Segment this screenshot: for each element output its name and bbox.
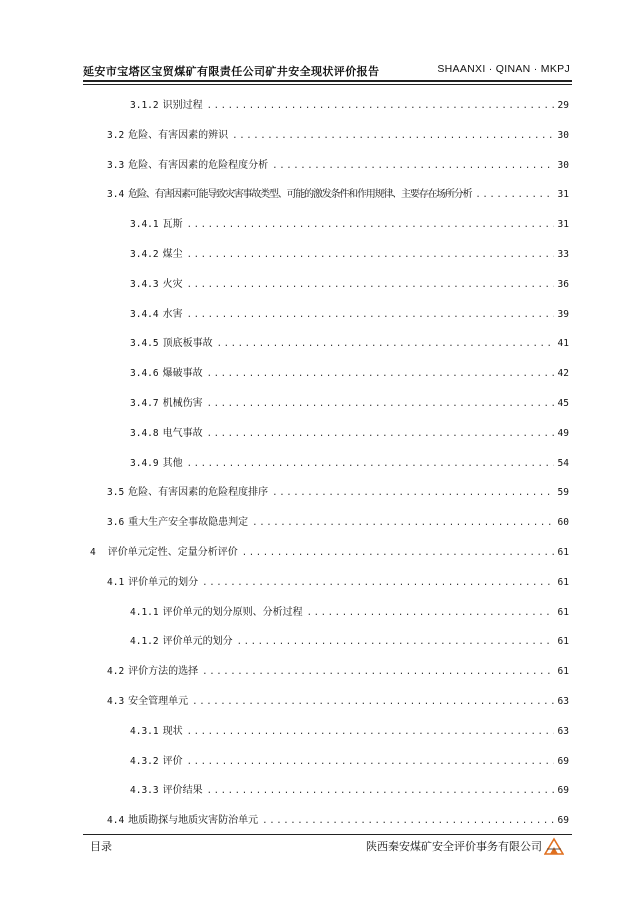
toc-entry-number: 4.3: [107, 696, 125, 707]
toc-entry-number: 4.1.2: [130, 636, 159, 647]
toc-entry-title: 爆破事故: [162, 368, 203, 379]
toc-entry-title: 电气事故: [162, 428, 203, 439]
toc-entry: [130, 755, 569, 769]
toc-dot-leader: [242, 546, 554, 560]
toc-entry: [107, 159, 569, 173]
toc-entry-number: 4.4: [107, 815, 125, 826]
toc-entry: [130, 99, 569, 113]
toc-dot-leader: [187, 457, 554, 471]
toc-dot-leader: [475, 188, 553, 202]
toc-entry-title: 火灾: [162, 279, 183, 290]
toc-entry-title: 重大生产安全事故隐患判定: [128, 517, 249, 528]
toc-entry-page: 61: [557, 577, 569, 588]
toc-entry-title: 瓦斯: [162, 219, 183, 230]
toc-entry-page: 61: [557, 547, 569, 558]
toc-entry: [90, 546, 569, 560]
toc-dot-leader: [307, 606, 554, 620]
toc-dot-leader: [192, 695, 553, 709]
toc-dot-leader: [272, 159, 553, 173]
toc-entry-title: 其他: [162, 458, 183, 469]
toc-entry-title: 危险、有害因素的危险程度排序: [128, 487, 269, 498]
toc-entry-page: 36: [557, 279, 569, 290]
toc-entry: [130, 397, 569, 411]
toc-entry-title: 顶底板事故: [162, 338, 213, 349]
toc-entry-page: 61: [557, 607, 569, 618]
toc-dot-leader: [207, 397, 554, 411]
toc-entry-page: 31: [557, 189, 569, 200]
toc-entry: [107, 814, 569, 828]
toc-entry: [130, 784, 569, 798]
toc-entry-number: 3.4.4: [130, 309, 159, 320]
report-title: 延安市宝塔区宝贸煤矿有限责任公司矿井安全现状评价报告: [83, 65, 380, 78]
company-logo-icon: [544, 837, 564, 855]
toc-entry: [107, 665, 569, 679]
toc-entry-page: 49: [557, 428, 569, 439]
toc-entry-page: 29: [557, 100, 569, 111]
toc-entry: [130, 606, 569, 620]
toc-entry-page: 61: [557, 666, 569, 677]
toc-entry-number: 3.4.9: [130, 458, 159, 469]
toc-entry-page: 63: [557, 726, 569, 737]
toc-entry-number: 4.3.3: [130, 785, 159, 796]
toc-entry-title: 危险、有害因素的辨识: [128, 130, 229, 141]
toc-entry-page: 69: [557, 815, 569, 826]
toc-entry-page: 41: [557, 338, 569, 349]
toc-entry-page: 69: [557, 785, 569, 796]
toc-entry: [130, 248, 569, 262]
toc-entry: [130, 725, 569, 739]
toc-dot-leader: [207, 784, 554, 798]
toc-entry-page: 61: [557, 636, 569, 647]
toc-dot-leader: [272, 486, 553, 500]
toc-dot-leader: [202, 665, 553, 679]
toc-entry: [130, 337, 569, 351]
toc-entry: [130, 635, 569, 649]
toc-entry-page: 30: [557, 130, 569, 141]
toc-dot-leader: [237, 635, 554, 649]
toc-dot-leader: [217, 337, 554, 351]
toc-entry-number: 3.4.6: [130, 368, 159, 379]
toc-dot-leader: [187, 725, 554, 739]
toc-entry-title: 识别过程: [162, 100, 203, 111]
toc-entry: [130, 308, 569, 322]
toc-entry-number: 3.4: [107, 189, 125, 200]
toc-entry-page: 33: [557, 249, 569, 260]
toc-entry-title: 机械伤害: [162, 398, 203, 409]
toc-entry-title: 评价单元的划分: [162, 636, 233, 647]
footer-company-name: 陕西秦安煤矿安全评价事务有限公司: [366, 840, 542, 853]
toc-entry-page: 42: [557, 368, 569, 379]
toc-entry: [130, 457, 569, 471]
toc-entry-page: 59: [557, 487, 569, 498]
toc-entry-title: 危险、有害因素的危险程度分析: [128, 160, 269, 171]
toc-entry-number: 4.3.1: [130, 726, 159, 737]
toc-entry-page: 60: [557, 517, 569, 528]
toc-entry-title: 现状: [162, 726, 183, 737]
toc-dot-leader: [187, 755, 554, 769]
toc-entry: [130, 218, 569, 232]
toc-dot-leader: [232, 129, 553, 143]
toc-entry-number: 3.1.2: [130, 100, 159, 111]
toc-entry: [107, 188, 569, 202]
toc-entry-number: 3.4.7: [130, 398, 159, 409]
toc-entry-page: 39: [557, 309, 569, 320]
toc-entry-page: 45: [557, 398, 569, 409]
toc-entry-number: 3.4.3: [130, 279, 159, 290]
toc-entry: [130, 278, 569, 292]
toc-entry: [107, 129, 569, 143]
toc-entry: [130, 427, 569, 441]
toc-entry-page: 31: [557, 219, 569, 230]
toc-entry-number: 3.3: [107, 160, 125, 171]
toc-entry-title: 评价单元的划分原则、分析过程: [162, 607, 303, 618]
toc-entry-number: 4.3.2: [130, 756, 159, 767]
toc-dot-leader: [202, 576, 553, 590]
toc-entry: [107, 695, 569, 709]
toc-dot-leader: [252, 516, 553, 530]
toc-entry-number: 3.5: [107, 487, 125, 498]
toc-entry-number: 3.4.2: [130, 249, 159, 260]
toc-entry-number: 4.2: [107, 666, 125, 677]
toc-entry-title: 煤尘: [162, 249, 183, 260]
toc-entry: [130, 367, 569, 381]
toc-dot-leader: [187, 308, 554, 322]
toc-dot-leader: [187, 218, 554, 232]
toc-entry-title: 评价结果: [162, 785, 203, 796]
toc-entry-title: 水害: [162, 309, 183, 320]
toc-dot-leader: [187, 248, 554, 262]
toc-entry-title: 评价: [162, 756, 183, 767]
toc-entry-number: 3.4.8: [130, 428, 159, 439]
toc-entry-number: 3.4.5: [130, 338, 159, 349]
toc-entry-title: 地质勘探与地质灾害防治单元: [128, 815, 259, 826]
toc-entry-number: 3.2: [107, 130, 125, 141]
toc-entry-title: 安全管理单元: [128, 696, 189, 707]
toc-entry: [107, 516, 569, 530]
toc-entry-number: 4: [90, 547, 96, 558]
toc-entry-number: 4.1: [107, 577, 125, 588]
toc-dot-leader: [262, 814, 553, 828]
report-code: SHAANXI · QINAN · MKPJ: [437, 63, 570, 75]
toc-entry-page: 63: [557, 696, 569, 707]
toc-dot-leader: [207, 367, 554, 381]
footer-section-label: 目录: [90, 840, 112, 853]
toc-entry-title: 评价单元的划分: [128, 577, 199, 588]
toc-dot-leader: [187, 278, 554, 292]
toc-dot-leader: [207, 99, 554, 113]
toc-entry-title: 危险、有害因素可能导致灾害事故类型、可能的激发条件和作用规律、主要存在场所分析: [128, 189, 472, 200]
toc-entry-page: 30: [557, 160, 569, 171]
footer-divider: [83, 834, 572, 835]
toc-entry-title: 评价方法的选择: [128, 666, 199, 677]
toc-entry: [107, 576, 569, 590]
toc-entry-number: 3.4.1: [130, 219, 159, 230]
toc-entry-number: 4.1.1: [130, 607, 159, 618]
toc-entry: [107, 486, 569, 500]
toc-entry-page: 54: [557, 458, 569, 469]
toc-dot-leader: [207, 427, 554, 441]
toc-entry-number: 3.6: [107, 517, 125, 528]
toc-entry-title: 评价单元定性、定量分析评价: [107, 547, 238, 558]
toc-entry-page: 69: [557, 756, 569, 767]
